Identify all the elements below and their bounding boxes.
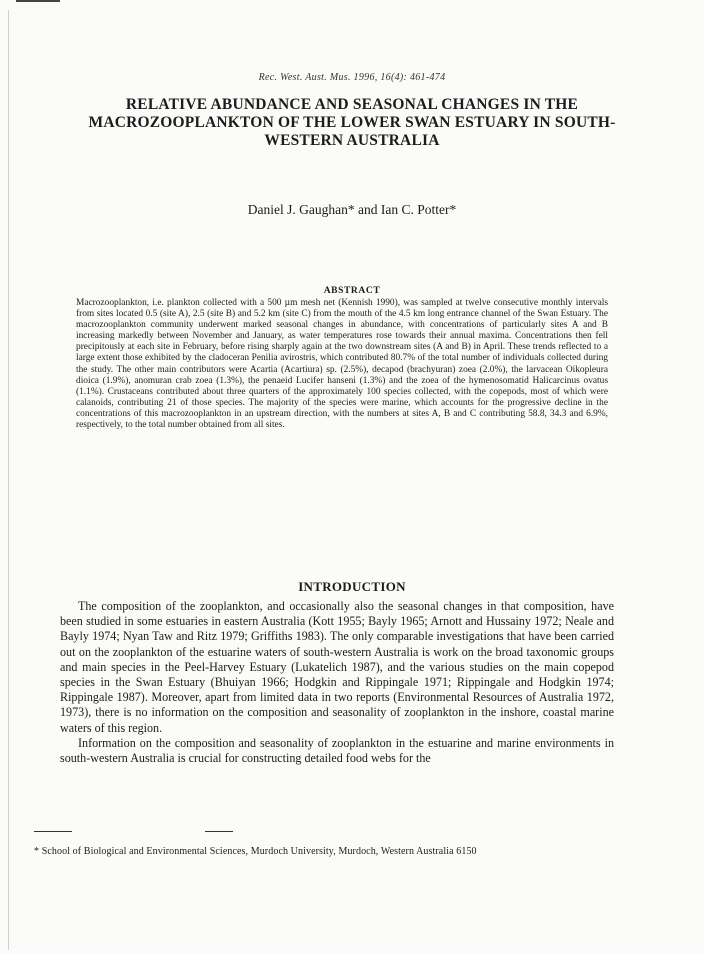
- introduction-paragraph: The composition of the zooplankton, and occasionally also the seasonal changes in that composition, have been studied in some estuaries in eastern Australia (Kott 1955; Bayly 1965; Arnott and Hussainy 1972; Neale and Bayly 1974; Nyan Taw and Ritz 1979; Griffiths 1983). The only comparable investigations that have been carried out on the zooplankton of the estuarine waters of south-western Australia is work on the broad taxonomic groups and main species in the Peel-Harvey Estuary (Lukatelich 1987), and the various studies on the main copepod species in the Swan Estuary (Bhuiyan 1966; Hodgkin and Rippingale 1971; Rippingale and Hodgkin 1974; Rippingale 1987). Moreover, apart from limited data in two reports (Environmental Resources of Australia 1972, 1973), there is no information on the composition and seasonality of zooplankton in the inshore, coastal marine waters of this region.: [60, 599, 614, 735]
- paper-title: RELATIVE ABUNDANCE AND SEASONAL CHANGES IN THE MACROZOOPLANKTON OF THE LOWER SWAN ESTUARY IN SOUTH-WESTERN AUSTRALIA: [88, 96, 616, 149]
- introduction-heading: INTRODUCTION: [298, 579, 406, 594]
- abstract-text: Macrozooplankton, i.e. plankton collected with a 500 µm mesh net (Kennish 1990), was sampled at twelve consecutive monthly intervals from sites located 0.5 (site A), 2.5 (site B) and 5.2 km (site C) from the mouth of the 4.5 km long entrance channel of the Swan Estuary. The macrozooplankton community underwent marked seasonal changes in abundance, with concentrations of particularly sites A and B increasing markedly between November and January, as water temperatures rose towards their annual maxima. Concentrations then fell precipitously at each site in February, before rising sharply again at the two downstream sites (A and B) in April. These trends reflected to a large extent those exhibited by the cladoceran Penilia avirostris, which contributed 80.7% of the total number of individuals collected during the study. The other main contributors were Acartia (Acartiura) sp. (2.5%), decapod (brachyuran) zoea (2.0%), the larvacean Oikopleura dioica (1.9%), anomuran crab zoea (1.3%), the penaeid Lucifer hanseni (1.3%) and the zoea of the hymenosomatid Halicarcinus ovatus (1.1%). Crustaceans contributed about three quarters of the approximately 100 species collected, with the copepods, most of which were calanoids, contributing 21 of those species. The majority of the species were marine, which accounts for the progressive decline in the concentrations of this macrozooplankton in an upstream direction, with the numbers at sites A, B and C contributing 58.8, 34.3 and 6.9%, respectively, to the total number obtained from all sites.: [76, 298, 608, 431]
- introduction-body: [60, 599, 614, 766]
- introduction-paragraph: Information on the composition and seasonality of zooplankton in the estuarine and marine environments in south-western Australia is crucial for constructing detailed food webs for the: [60, 735, 614, 766]
- footnote-rule: [34, 831, 72, 832]
- authors: Daniel J. Gaughan* and Ian C. Potter*: [247, 202, 457, 217]
- abstract-heading: ABSTRACT: [323, 286, 381, 296]
- footnote-mark: [205, 831, 233, 832]
- footnote-affiliation: * School of Biological and Environmental Sciences, Murdoch University, Murdoch, Western Australia 6150: [34, 846, 477, 857]
- scan-edge: [8, 10, 9, 950]
- scan-mark: [16, 0, 60, 2]
- journal-citation: Rec. West. Aust. Mus. 1996, 16(4): 461-474: [258, 72, 446, 83]
